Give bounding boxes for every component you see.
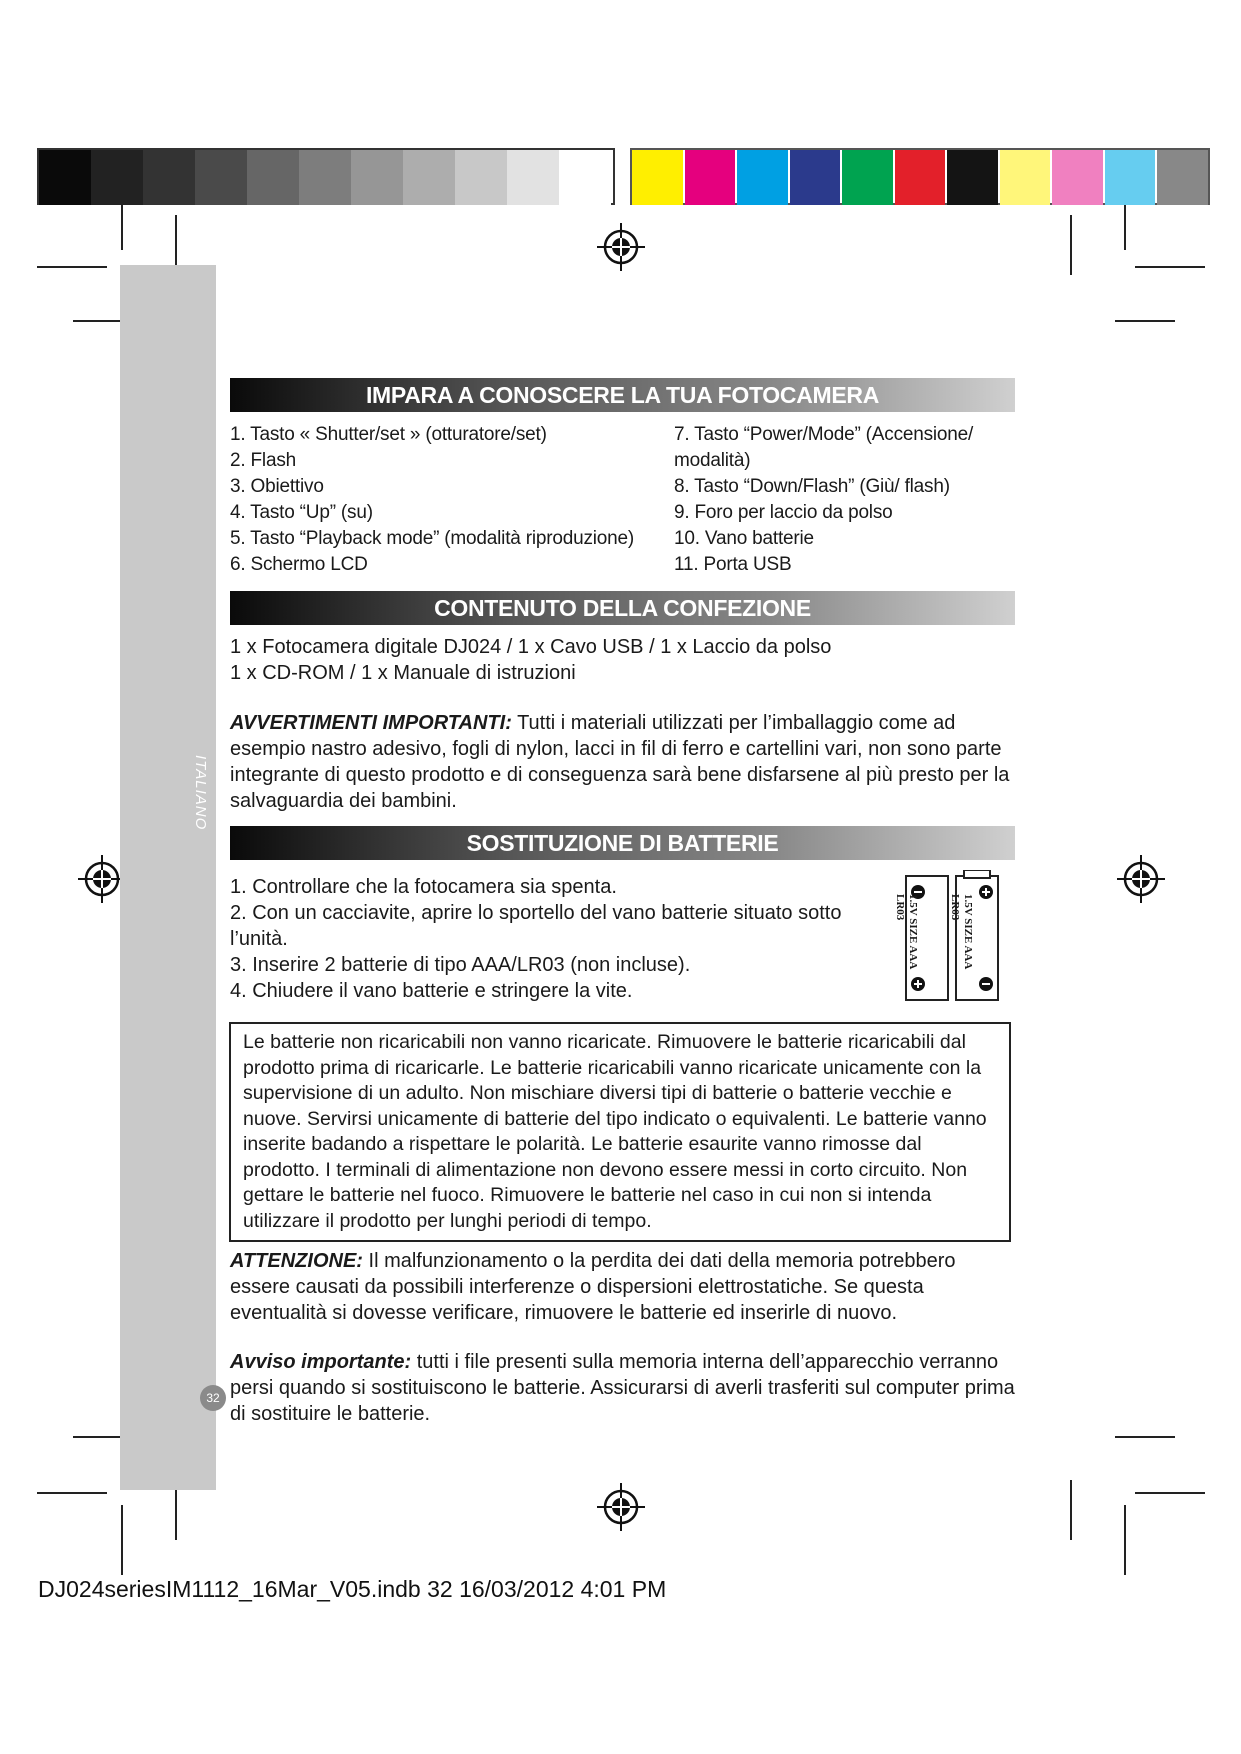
- print-slug-footer: DJ024seriesIM1112_16Mar_V05.indb 32 16/03/2012 4:01 PM: [38, 1576, 667, 1602]
- section-heading-batteries: SOSTITUZIONE DI BATTERIE: [230, 826, 1015, 860]
- crop-mark: [37, 266, 107, 268]
- registration-mark-icon: [597, 1483, 645, 1531]
- package-contents: [230, 634, 1020, 686]
- list-item: modalità): [674, 450, 751, 471]
- battery-steps: [230, 874, 870, 1004]
- battery-size-label: 1.5V SIZE AAA: [907, 894, 919, 970]
- list-item: 6. Schermo LCD: [230, 554, 368, 575]
- grayscale-swatch: [455, 150, 507, 205]
- crop-mark: [1135, 266, 1205, 268]
- list-item: 5. Tasto “Playback mode” (modalità riproduzione): [230, 528, 635, 549]
- list-item: 3. Obiettivo: [230, 476, 324, 497]
- battery-step: 2. Con un cacciavite, aprire lo sportello del vano batterie situato sotto l’unità.: [230, 902, 842, 950]
- process-color-swatch: [790, 150, 841, 205]
- battery-safety-box: [229, 1022, 1011, 1242]
- registration-mark-icon: [78, 855, 126, 903]
- process-color-swatch: [685, 150, 736, 205]
- battery-step: 1. Controllare che la fotocamera sia spenta.: [230, 876, 617, 898]
- notice-text: tutti i file presenti sulla memoria interna dell’apparecchio verranno persi quando si sostituiscono le batterie. Assicurarsi di averli trasferiti sul computer prima di sostituire le batterie.: [230, 1351, 1015, 1425]
- camera-parts-list-right: [674, 422, 973, 578]
- crop-mark: [1115, 320, 1175, 322]
- list-item: 2. Flash: [230, 450, 296, 471]
- important-warning-label: AVVERTIMENTI IMPORTANTI:: [230, 712, 512, 734]
- battery-step: 4. Chiudere il vano batterie e stringere la vite.: [230, 980, 633, 1002]
- list-item: 8. Tasto “Down/Flash” (Giù/ flash): [674, 476, 950, 497]
- battery-type-label: LR03: [894, 894, 906, 921]
- list-item: 11. Porta USB: [674, 554, 792, 575]
- list-item: 10. Vano batterie: [674, 528, 814, 549]
- attention-text: Il malfunzionamento o la perdita dei dati della memoria potrebbero essere causati da possibili interferenze o dispersioni elettrostatiche. Se questa eventualità si dovesse verificare, rimuovere le batterie ed inserirle di nuovo.: [230, 1250, 956, 1324]
- process-color-swatch: [895, 150, 946, 205]
- process-color-swatch: [632, 150, 683, 205]
- grayscale-swatch: [403, 150, 455, 205]
- crop-mark: [37, 1492, 107, 1494]
- package-line: 1 x CD-ROM / 1 x Manuale di istruzioni: [230, 662, 576, 684]
- important-warning-paragraph: [230, 710, 1020, 814]
- attention-label: ATTENZIONE:: [230, 1250, 363, 1272]
- battery-compartment-illustration: [894, 870, 1004, 1006]
- crop-mark: [121, 205, 123, 250]
- list-item: 4. Tasto “Up” (su): [230, 502, 373, 523]
- notice-label: Avviso importante:: [230, 1351, 412, 1373]
- important-warning-text: Tutti i materiali utilizzati per l’imballaggio come ad esempio nastro adesivo, fogli di nylon, lacci in fil di ferro e cartellini vari, non sono parte integrante di questo prodotto e di conseguenza sarà bene disfarsene al più presto per la salvaguardia dei bambini.: [230, 712, 1010, 812]
- section-heading-camera: IMPARA A CONOSCERE LA TUA FOTOCAMERA: [230, 378, 1015, 412]
- crop-mark: [1124, 1505, 1126, 1575]
- battery-size-label: 1.5V SIZE AAA: [962, 894, 974, 970]
- process-color-swatch: [1105, 150, 1156, 205]
- battery-type-label: LR03: [949, 894, 961, 921]
- notice-paragraph: [230, 1349, 1020, 1427]
- process-color-swatch: [737, 150, 788, 205]
- side-tab-label: ITALIANO: [192, 755, 209, 831]
- grayscale-swatch: [507, 150, 559, 205]
- crop-mark: [1135, 1492, 1205, 1494]
- grayscale-swatch: [351, 150, 403, 205]
- process-color-swatch: [1000, 150, 1051, 205]
- crop-mark: [1115, 1436, 1175, 1438]
- grayscale-swatch: [143, 150, 195, 205]
- camera-parts-list-left: [230, 422, 634, 578]
- list-item: 1. Tasto « Shutter/set » (otturatore/set): [230, 424, 547, 445]
- process-color-swatch: [1052, 150, 1103, 205]
- battery-safety-text: Le batterie non ricaricabili non vanno ricaricate. Rimuovere le batterie ricaricabili dal prodotto prima di ricaricarle. Le batterie ricaricabili vanno ricaricate unicamente con la supervisione di un adulto. Non mischiare diversi tipi di batterie o batterie vecchie e nuove. Servirsi unicamente di batterie del tipo indicato o equivalenti. Le batterie vanno inserite badando a rispettare le polarità. Le batterie esaurite vanno rimosse dal prodotto. I terminali di alimentazione non devono essere messi in corto circuito. Non gettare le batterie nel fuoco. Rimuovere le batterie nel caso in cui non si intenda utilizzare il prodotto per lunghi periodi di tempo.: [243, 1031, 987, 1232]
- crop-mark: [1070, 215, 1072, 275]
- process-color-swatch: [947, 150, 998, 205]
- process-color-swatch: [1157, 150, 1208, 205]
- battery-label-right: [948, 894, 974, 969]
- grayscale-swatch: [299, 150, 351, 205]
- package-line: 1 x Fotocamera digitale DJ024 / 1 x Cavo USB / 1 x Laccio da polso: [230, 636, 832, 658]
- page-number-badge: 32: [200, 1385, 226, 1411]
- list-item: 9. Foro per laccio da polso: [674, 502, 893, 523]
- crop-mark: [121, 1505, 123, 1575]
- grayscale-swatch: [195, 150, 247, 205]
- grayscale-swatch: [39, 150, 91, 205]
- process-color-swatch: [842, 150, 893, 205]
- crop-mark: [1124, 205, 1126, 250]
- battery-label-left: [893, 894, 919, 969]
- side-tab: [120, 265, 216, 1490]
- battery-step: 3. Inserire 2 batterie di tipo AAA/LR03 (non incluse).: [230, 954, 691, 976]
- list-item: 7. Tasto “Power/Mode” (Accensione/: [674, 424, 974, 445]
- attention-paragraph: [230, 1248, 1020, 1326]
- grayscale-swatch: [247, 150, 299, 205]
- registration-mark-icon: [1117, 855, 1165, 903]
- grayscale-swatch: [559, 150, 611, 205]
- registration-mark-icon: [597, 223, 645, 271]
- section-heading-package: CONTENUTO DELLA CONFEZIONE: [230, 591, 1015, 625]
- crop-mark: [1070, 1480, 1072, 1540]
- grayscale-swatch: [91, 150, 143, 205]
